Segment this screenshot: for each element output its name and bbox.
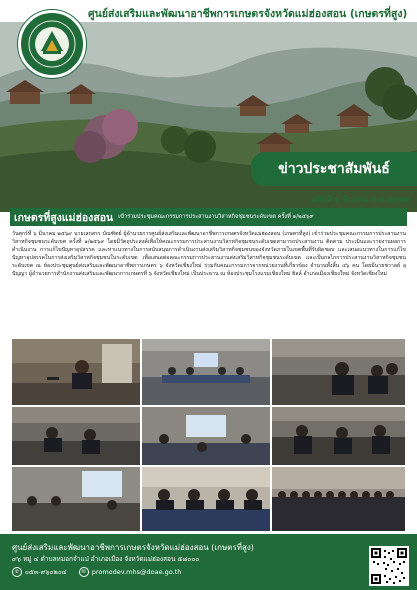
photo-participants bbox=[272, 407, 405, 465]
department-logo bbox=[18, 10, 86, 78]
news-label-banner: ข่าวประชาสัมพันธ์ bbox=[251, 152, 417, 186]
issue-number: ฉบับที่ ๒ มีนาคม พ.ศ.๒๕๖๙ bbox=[310, 195, 410, 204]
photo-room-wide bbox=[12, 467, 140, 531]
email-icon: ✉ bbox=[79, 567, 89, 577]
photo-speaker bbox=[12, 339, 140, 405]
phone-icon: ✆ bbox=[12, 567, 22, 577]
footer-email[interactable]: promodev.mhs@doae.go.th bbox=[91, 568, 182, 576]
photo-group bbox=[272, 467, 405, 531]
article-title-bar bbox=[10, 208, 407, 226]
article-body: วันศุกร์ที่ ๖ มีนาคม ๒๕๖๙ นายเสกสรร บัณฑิตย์ ผู้อำนวยการศูนย์ส่งเสริมและพัฒนาอาชีพการเกษตรจังหวัดแม่ฮ่องสอน (เกษตรที่สูง) เข้าร่วมประชุมคณะกรรมการประสานงานวิสาหกิจชุมชนระดับเขต ครั้งที่ ๑/๒๕๖๙ โดยมีวัตถุประสงค์เพื่อให้คณะกรรมการประสานงานวิสาหกิจชุมชนระดับเขตสามารถประสานงาน ติดตาม ประเมินและรายงานผลการดำเนินงาน การแก้ไขปัญหาอุปสรรค และหาแนวทางในการสนับสนุนการดำเนินงานส่งเสริมวิสาหกิจชุมชนของจังหวัดภายในเขตพื้นที่รับผิดชอบ และเสนอแนวทางในการแก้ไขปัญหาอุปสรรคในการส่งเสริมวิสาหกิจชุมชนในระดับเขต เพื่อเสนอต่อคณะกรรมการประสานงานส่งเสริมวิสาหกิจชุมชนระดับเขต และเป็นกลไกการประสานงานวิสาหกิจชุมชนระดับเขต ณ ห้องประชุมศูนย์ส่งเสริมและพัฒนาอาชีพการเกษตร ๖ จังหวัดเชียงใหม่ ร่วมกับคณะกรรมการจากหน่วยงานที่เกี่ยวข้อง จำนวนทั้งสิ้น ๔๖ คน โดยมีนายชวาลย์ อุปัญญา ผู้อำนวยการสำนักงานส่งเสริมและพัฒนาการเกษตรที่ ๖ จังหวัดเชียงใหม่ เป็นประธาน ณ ห้องประชุมโรงแรมเชียงใหม่ ฮิลล์ อำเภอเมืองเชียงใหม่ จังหวัดเชียงใหม่ bbox=[12, 231, 406, 278]
footer-organization: ศูนย์ส่งเสริมและพัฒนาอาชีพการเกษตรจังหวัดแม่ฮ่องสอน (เกษตรที่สูง) bbox=[12, 543, 254, 552]
photo-head-table bbox=[142, 467, 270, 531]
photo-meeting-room bbox=[142, 339, 270, 405]
organization-name: ศูนย์ส่งเสริมและพัฒนาอาชีพการเกษตรจังหวัดแม่ฮ่องสอน (เกษตรที่สูง) bbox=[88, 8, 408, 20]
logo-emblem-icon bbox=[21, 13, 83, 75]
article-subheadline: เข้าร่วมประชุมคณะกรรมการประสานงานวิสาหกิจชุมชนระดับเขต ครั้งที่ ๑/๒๕๖๙ bbox=[118, 214, 314, 220]
footer-contact bbox=[12, 567, 181, 577]
photo-presentation bbox=[142, 407, 270, 465]
qr-code[interactable] bbox=[369, 546, 409, 586]
photo-attendees bbox=[272, 339, 405, 405]
footer-address: ๙๖ หมู่ ๔ ตำบลหมอกจำแป่ อำเภอเมือง จังหวัดแม่ฮ่องสอน ๕๘๐๐๐ bbox=[12, 555, 200, 563]
footer-phone[interactable]: ๐๕๓-๙๖๐๒๐๔ bbox=[25, 568, 67, 576]
photo-table-left bbox=[12, 407, 140, 465]
article-headline: เกษตรที่สูงแม่ฮ่องสอน bbox=[14, 211, 114, 224]
